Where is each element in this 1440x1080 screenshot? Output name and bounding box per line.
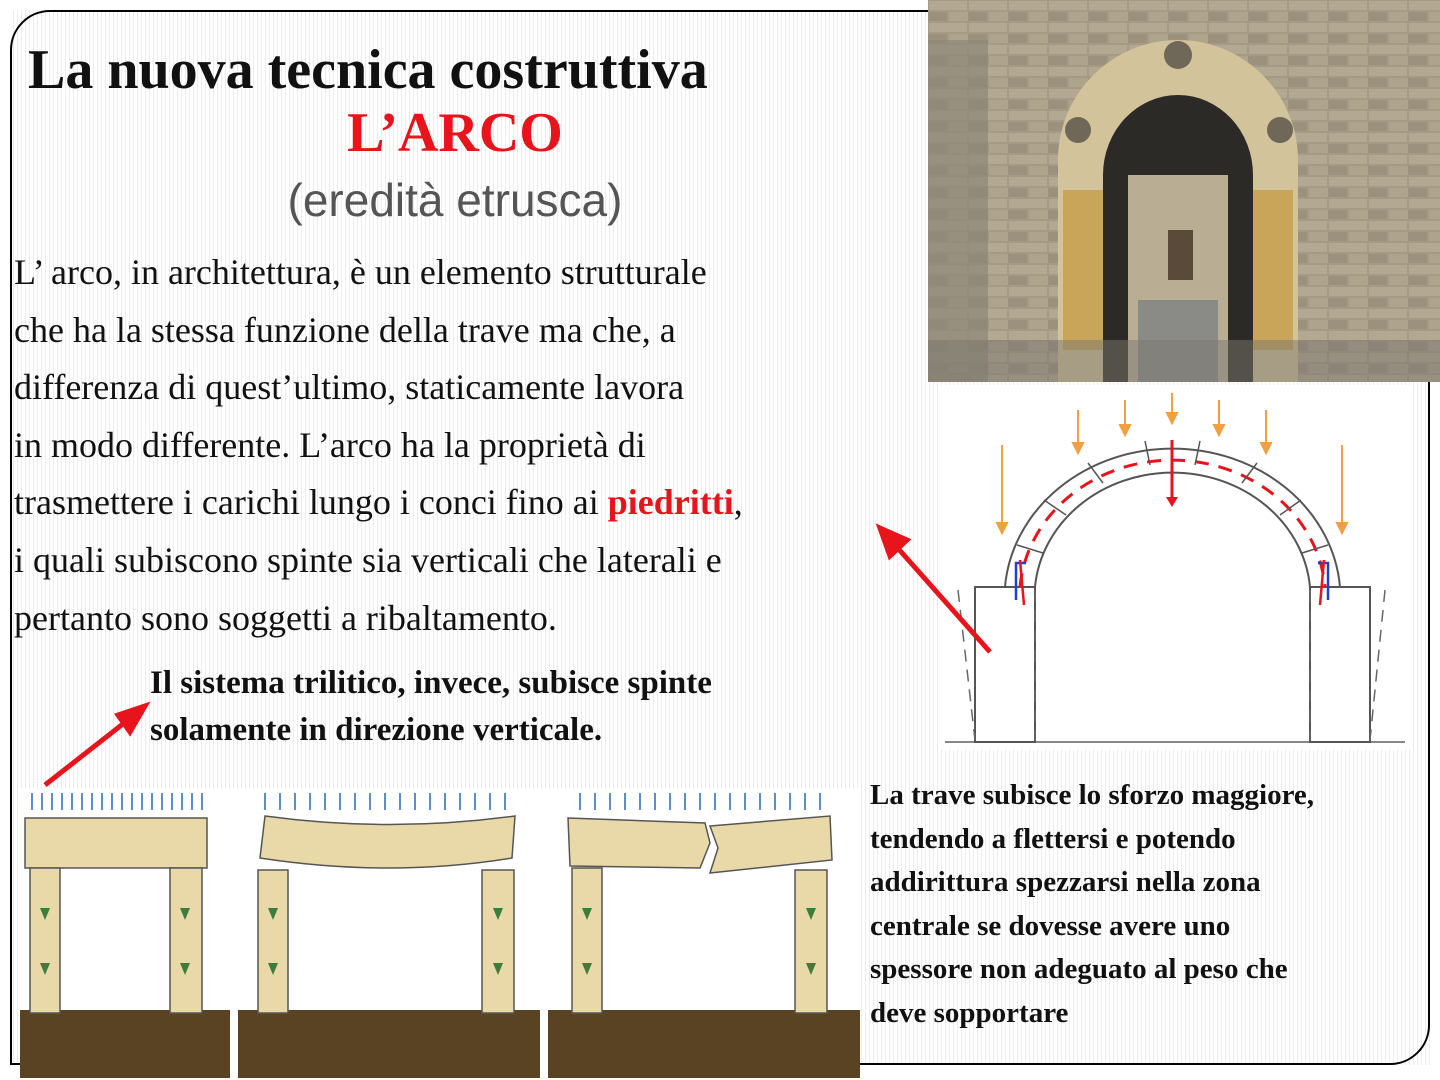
arch-gate-photo xyxy=(928,0,1440,382)
body-line: che ha la stessa funzione della trave ma che, a xyxy=(14,309,676,350)
arch-description xyxy=(14,244,944,647)
body-line: differenza di quest’ultimo, staticamente lavora xyxy=(14,367,685,408)
body-line: pertanto sono soggetti a ribaltamento. xyxy=(14,597,557,638)
body-line: L’ arco, in architettura, è un elemento strutturale xyxy=(14,252,707,292)
body-line-text: trasmettere i carichi lungo i conci fino ai xyxy=(14,482,608,523)
trilith-diagram xyxy=(20,788,860,1078)
heritage-caption: (eredità etrusca) xyxy=(287,174,623,226)
beam-note xyxy=(870,774,1430,1035)
body-line: in modo differente. L’arco ha la proprietà di xyxy=(14,424,646,465)
slide-subtitle: L’ARCO xyxy=(347,102,563,164)
trilith-note xyxy=(150,660,870,754)
beam-note-line: centrale se dovesse avere uno xyxy=(870,909,1231,942)
body-line-comma: , xyxy=(733,482,743,523)
trilith-note-line: Il sistema trilitico, invece, subisce spinte xyxy=(150,665,712,701)
body-line xyxy=(14,474,944,532)
slide-title: La nuova tecnica costruttiva xyxy=(28,39,708,101)
trilith-panel-1 xyxy=(20,793,230,1078)
beam-note-line: deve sopportare xyxy=(870,996,1069,1029)
arch-statics-diagram xyxy=(940,385,1410,750)
beam-note-line: La trave subisce lo sforzo maggiore, xyxy=(870,779,1315,811)
trilith-panel-2 xyxy=(238,793,540,1078)
trilith-note-line: solamente in direzione verticale. xyxy=(150,712,603,748)
body-line: i quali subiscono spinte sia verticali che laterali e xyxy=(14,539,722,580)
trilith-panel-3 xyxy=(548,793,860,1078)
beam-note-line: addirittura spezzarsi nella zona xyxy=(870,866,1261,898)
beam-note-line: tendendo a flettersi e potendo xyxy=(870,822,1236,855)
beam-note-line: spessore non adeguato al peso che xyxy=(870,953,1288,985)
highlight-piedritti: piedritti xyxy=(607,482,734,523)
